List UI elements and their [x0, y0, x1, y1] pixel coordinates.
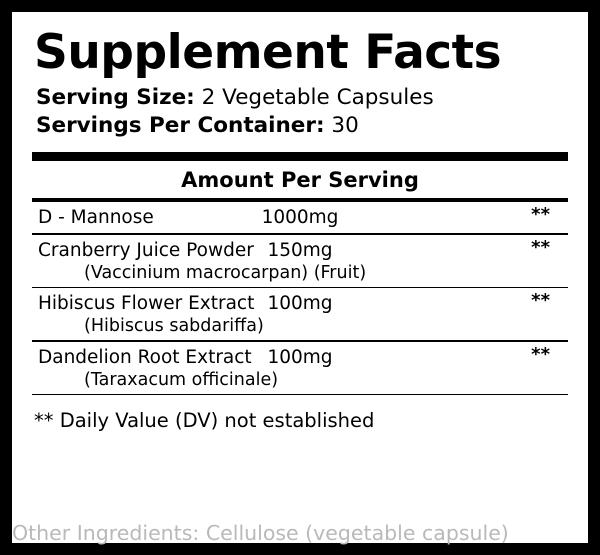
divider-thin: [32, 394, 568, 396]
ingredient-subtitle: (Hibiscus sabdariffa): [84, 316, 264, 337]
label-content: [26, 22, 574, 432]
page-title: Supplement Facts: [34, 25, 502, 80]
ingredient-amount: 1000mg: [261, 207, 339, 229]
servings-per-container-value: 30: [331, 113, 359, 139]
table-row: [26, 342, 574, 394]
other-ingredients-text: Other Ingredients: Cellulose (vegetable capsule): [12, 521, 509, 545]
divider-thick: [32, 152, 568, 161]
ingredient-name: Hibiscus Flower Extract: [38, 293, 255, 315]
ingredient-daily-value: **: [531, 290, 550, 312]
supplement-facts-panel: [12, 12, 588, 543]
ingredient-daily-value: **: [531, 204, 550, 226]
ingredient-daily-value: **: [531, 343, 550, 365]
table-row: [26, 288, 574, 340]
ingredient-name: D - Mannose: [38, 207, 154, 229]
ingredient-name: Cranberry Juice Powder: [38, 239, 254, 261]
ingredient-amount: 150mg: [267, 239, 333, 261]
ingredient-name: Dandelion Root Extract: [38, 346, 252, 368]
servings-per-container-line: [36, 113, 574, 138]
daily-value-footnote: ** Daily Value (DV) not established: [34, 409, 375, 433]
ingredient-daily-value: **: [531, 236, 550, 258]
ingredient-main-row: [32, 204, 568, 229]
amount-per-serving-header: Amount Per Serving: [181, 168, 419, 193]
table-row: [26, 235, 574, 287]
serving-size-label: Serving Size:: [36, 85, 195, 111]
ingredient-main-row: [32, 290, 568, 315]
ingredient-subtitle: (Vaccinium macrocarpan) (Fruit): [84, 262, 367, 283]
ingredient-subtitle: (Taraxacum officinale): [84, 369, 279, 390]
serving-size-line: [36, 85, 574, 110]
table-row: [26, 202, 574, 233]
ingredient-amount: 100mg: [267, 346, 333, 368]
ingredient-amount: 100mg: [267, 293, 333, 315]
serving-size-value: 2 Vegetable Capsules: [201, 85, 434, 111]
servings-per-container-label: Servings Per Container:: [36, 113, 325, 139]
ingredient-main-row: [32, 236, 568, 262]
ingredient-main-row: [32, 343, 568, 369]
